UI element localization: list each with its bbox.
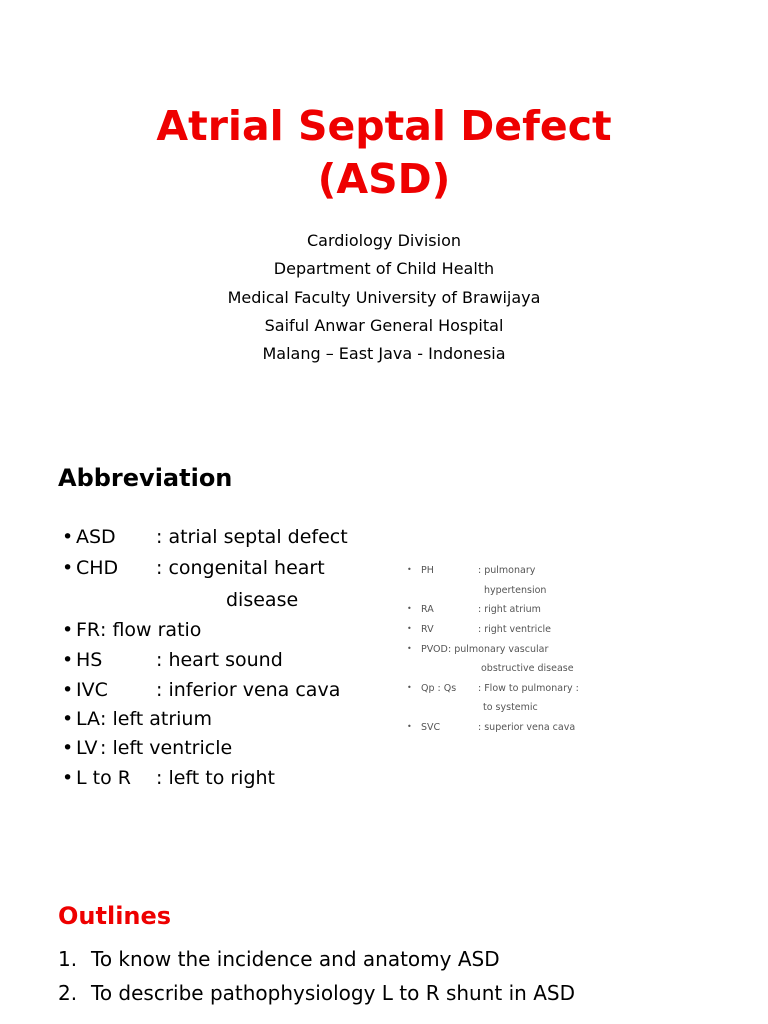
abbreviation-definition: : left atrium [100, 708, 212, 730]
abbreviation-term: PVOD [421, 644, 448, 655]
list-number: 2. [58, 981, 78, 1005]
bullet-icon: • [62, 649, 74, 671]
bullet-icon: • [407, 722, 412, 731]
abbreviation-term: FR [76, 619, 101, 641]
bullet-icon: • [407, 565, 412, 574]
slide-title-line-1: Atrial Septal Defect [156, 102, 612, 150]
bullet-icon: • [62, 526, 74, 548]
abbreviation-definition: : left to right [156, 767, 276, 789]
abbreviation-heading: Abbreviation [58, 464, 233, 492]
abbreviation-definition: : left ventricle [100, 737, 233, 759]
bullet-icon: • [62, 708, 74, 730]
bullet-icon: • [62, 767, 74, 789]
abbreviation-definition: : superior vena cava [478, 722, 576, 733]
abbreviation-term: ASD [76, 526, 116, 548]
abbreviation-definition: : Flow to pulmonary : [478, 683, 579, 694]
affiliation-line: Cardiology Division [307, 231, 461, 250]
abbreviation-definition: : congenital heart [156, 557, 325, 579]
abbreviation-definition: to systemic [483, 702, 538, 713]
abbreviation-term: Qp : Qs [421, 683, 457, 694]
abbreviation-definition: : inferior vena cava [156, 679, 341, 701]
abbreviation-definition: obstructive disease [481, 663, 574, 674]
bullet-icon: • [407, 624, 412, 633]
abbreviation-definition: : right ventricle [478, 624, 552, 635]
abbreviation-term: IVC [76, 679, 108, 701]
abbreviation-term: RV [421, 624, 434, 635]
bullet-icon: • [62, 557, 74, 579]
abbreviation-term: RA [421, 604, 434, 615]
abbreviation-definition: : right atrium [478, 604, 541, 615]
abbreviation-term: SVC [421, 722, 441, 733]
abbreviation-definition: : flow ratio [100, 619, 202, 641]
abbreviation-term: PH [421, 565, 434, 576]
affiliation-line: Department of Child Health [273, 259, 495, 278]
abbreviation-definition: disease [226, 589, 299, 611]
affiliation-line: Saiful Anwar General Hospital [264, 316, 504, 335]
bullet-icon: • [62, 619, 74, 641]
affiliation-line: Medical Faculty University of Brawijaya [227, 288, 541, 307]
abbreviation-term: CHD [76, 557, 119, 579]
bullet-icon: • [407, 683, 412, 692]
bullet-icon: • [407, 644, 412, 653]
bullet-icon: • [407, 604, 412, 613]
bullet-icon: • [62, 737, 74, 759]
list-number: 1. [58, 947, 78, 971]
abbreviation-term: LV [76, 737, 98, 759]
list-text: To describe pathophysiology L to R shunt in ASD [91, 981, 575, 1005]
abbreviation-definition: : atrial septal defect [156, 526, 348, 548]
abbreviation-term: LA [76, 708, 101, 730]
title-slide [0, 0, 768, 420]
abbreviation-definition: hypertension [484, 585, 547, 596]
affiliation-line: Malang – East Java - Indonesia [262, 344, 506, 363]
abbreviation-definition: : pulmonary vascular [448, 644, 549, 655]
abbreviation-definition: : heart sound [156, 649, 283, 671]
abbreviation-term: L to R [76, 767, 131, 789]
slide-title-line-2: (ASD) [317, 155, 451, 203]
list-text: To know the incidence and anatomy ASD [91, 947, 500, 971]
bullet-icon: • [62, 679, 74, 701]
abbreviation-term: HS [76, 649, 103, 671]
outlines-heading: Outlines [58, 902, 172, 930]
abbreviation-definition: : pulmonary [478, 565, 536, 576]
